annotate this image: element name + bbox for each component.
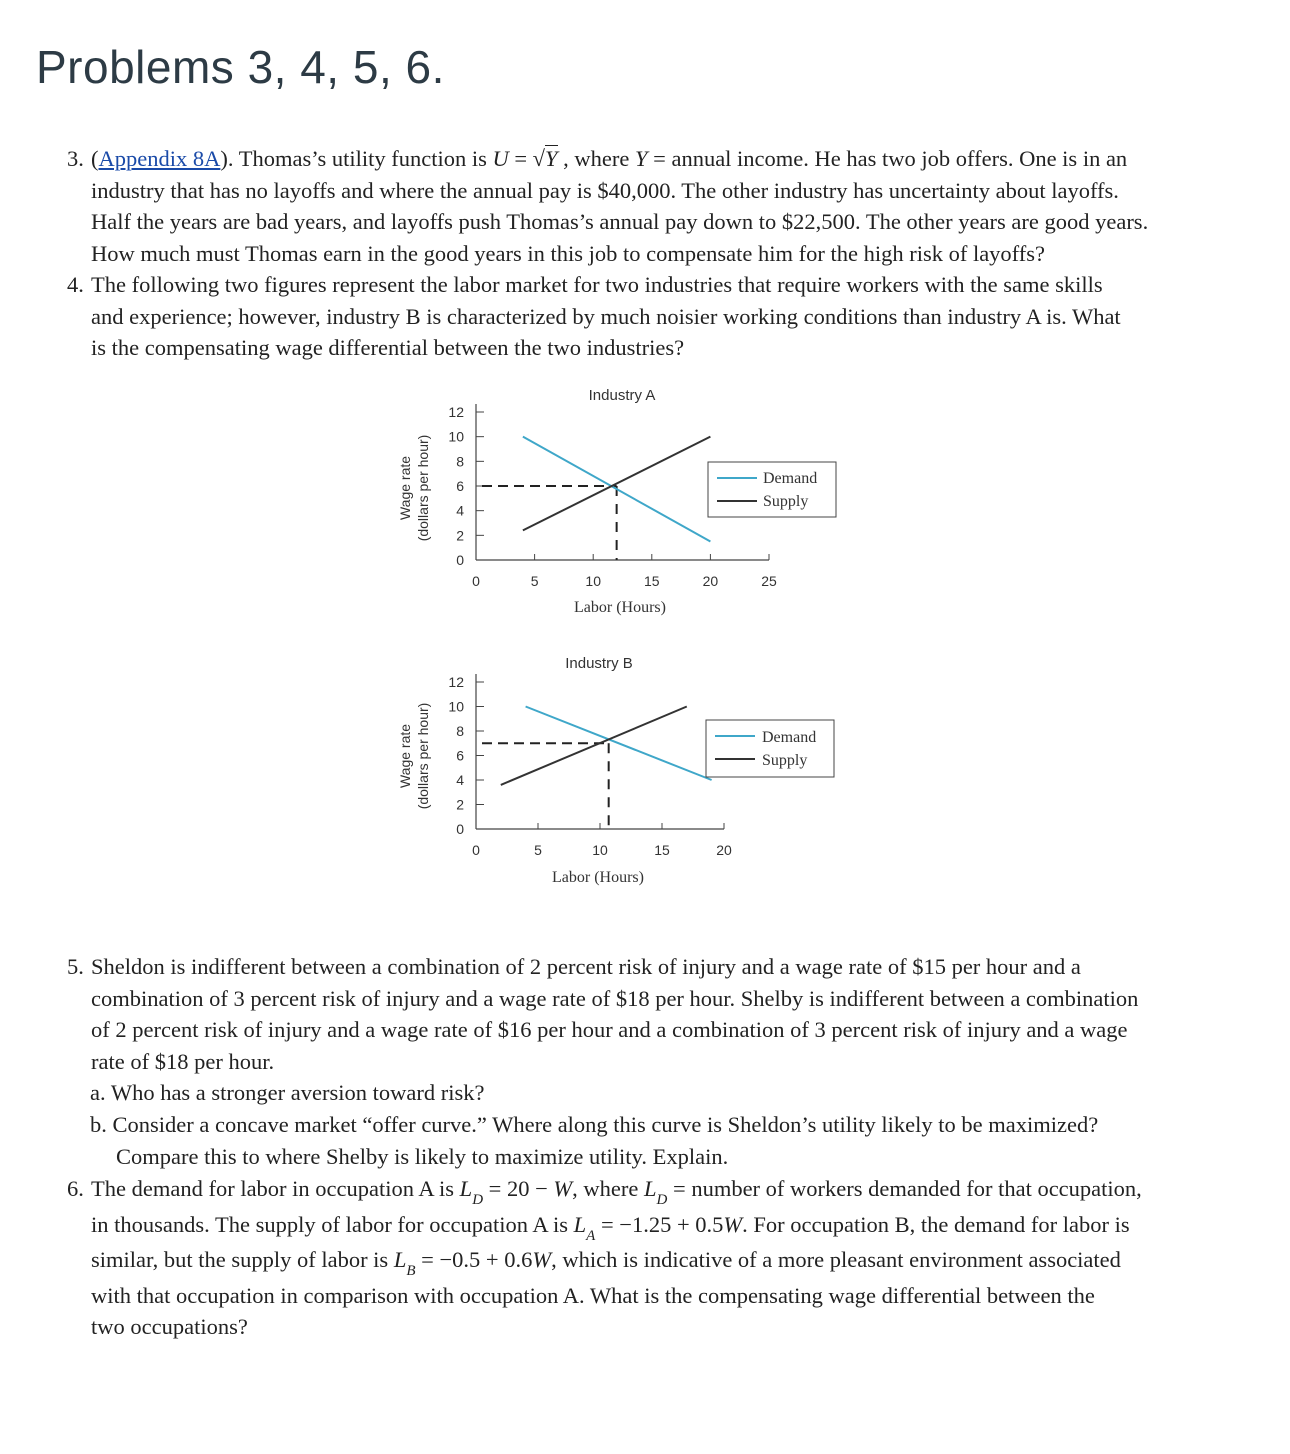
x-tick-label: 25 <box>761 573 777 589</box>
legend-label-demand: Demand <box>762 729 817 746</box>
y-tick-label: 2 <box>456 527 464 544</box>
chart-industry-a <box>380 378 860 628</box>
svg-text:(dollars per hour): (dollars per hour) <box>415 702 431 810</box>
y-tick-label: 12 <box>448 674 464 690</box>
problem-5-line-3: of 2 percent risk of injury and a wage rate of $16 per hour and a combination of 3 percent risk of injury and a wage <box>91 1017 1128 1042</box>
x-tick-label: 0 <box>472 842 480 858</box>
x-tick-label: 0 <box>472 573 480 589</box>
problem-3-line-4: How much must Thomas earn in the good years in this job to compensate him for the high risk of layoffs? <box>91 240 1045 266</box>
y-tick-label: 0 <box>456 552 464 568</box>
appendix-link[interactable]: Appendix 8A <box>98 146 221 171</box>
x-axis-label: Labor (Hours) <box>552 869 644 886</box>
x-ticks <box>472 823 732 858</box>
y-tick-label: 4 <box>456 772 464 788</box>
y-tick-label: 6 <box>456 478 464 494</box>
x-tick-label: 20 <box>702 573 719 589</box>
y-tick-label: 8 <box>456 453 464 470</box>
x-tick-label: 5 <box>534 842 542 858</box>
y-tick-label: 12 <box>448 404 464 420</box>
plot-area <box>482 437 710 560</box>
problem-4-line-3: is the compensating wage differential between the two industries? <box>91 335 685 360</box>
y-tick-label: 0 <box>456 821 464 837</box>
problem-5 <box>67 951 1225 1077</box>
problem-number: 4. <box>67 272 84 297</box>
problem-3-line-3: Half the years are bad years, and layoffs push Thomas’s annual pay down to $22,500. The other years are good years. <box>91 209 1149 234</box>
problem-4-line-1: The following two figures represent the labor market for two industries that require workers with the same skills <box>91 272 1103 297</box>
legend-label-supply: Supply <box>762 752 808 769</box>
x-tick-label: 10 <box>592 842 608 858</box>
y-tick-label: 4 <box>456 502 464 519</box>
problem-4-line-2: and experience; however, industry B is characterized by much noisier working conditions than industry A is. What <box>91 303 1121 329</box>
problem-number: 6. <box>67 1176 84 1201</box>
page-title: Problems 3, 4, 5, 6. <box>36 41 445 93</box>
problem-3-line-1: (Appendix 8A). Thomas’s utility function is U = √Y , where Y = annual income. He has two job offers. One is in an <box>91 146 1128 171</box>
svg-text:(dollars per hour): (dollars per hour) <box>415 434 431 542</box>
problem-number: 3. <box>67 146 84 171</box>
problem-3-line-2: industry that has no layoffs and where the annual pay is $40,000. The other industry has uncertainty about layoffs. <box>91 177 1119 203</box>
supply-curve <box>501 707 687 785</box>
x-tick-label: 5 <box>530 573 539 589</box>
y-tick-label: 2 <box>456 796 464 813</box>
problem-6-line-5: two occupations? <box>91 1314 248 1339</box>
sqrt-symbol: √ <box>532 146 546 171</box>
y-tick-label: 8 <box>456 723 464 739</box>
legend <box>708 462 836 517</box>
legend <box>706 720 834 777</box>
plot-area <box>482 707 712 830</box>
y-ticks <box>448 674 484 837</box>
y-tick-label: 6 <box>456 747 464 764</box>
x-tick-label: 10 <box>585 573 601 589</box>
y-ticks <box>448 404 484 568</box>
legend-label-demand: Demand <box>763 470 818 487</box>
y-tick-label: 10 <box>448 698 464 715</box>
legend-label-supply: Supply <box>763 493 809 510</box>
problem-5-line-1: Sheldon is indifferent between a combination of 2 percent risk of injury and a wage rate of $15 per hour and a <box>91 954 1081 979</box>
chart-industry-b <box>380 646 860 896</box>
problem-5-part-a: a. Who has a stronger aversion toward risk? <box>90 1080 485 1105</box>
x-ticks <box>472 554 777 589</box>
problem-6-line-3: similar, but the supply of labor is $L_B = -0.5 + 0.6W$, which is indicative of a more pleasant environment associated <box>91 1247 1121 1279</box>
problem-number: 5. <box>67 954 84 979</box>
axes <box>476 674 724 829</box>
x-axis-label: Labor (Hours) <box>574 599 666 616</box>
svg-text:Wage rate: Wage rate <box>397 455 413 521</box>
supply-curve <box>523 437 711 531</box>
chart-title: Industry B <box>565 655 633 672</box>
problem-5-line-2: combination of 3 percent risk of injury and a wage rate of $18 per hour. Shelby is indifferent between a combination <box>91 985 1139 1011</box>
problem-4 <box>67 269 1209 364</box>
svg-text:Wage rate: Wage rate <box>397 723 413 789</box>
x-tick-label: 15 <box>654 842 670 858</box>
y-tick-label: 10 <box>448 428 464 445</box>
y-axis-label <box>397 703 431 810</box>
problem-5-part-b: b. Consider a concave market “offer curve.” Where along this curve is Sheldon’s utility likely to be maximized? Compare this to where Shelby is likely to maximize utility. Explain. <box>90 1112 1099 1169</box>
problem-6-line-4: with that occupation in comparison with occupation A. What is the compensating wage differential between the <box>91 1282 1095 1308</box>
sqrt-radicand: Y <box>545 146 558 171</box>
y-axis-label <box>397 435 431 542</box>
x-tick-label: 15 <box>644 573 660 589</box>
problem-3 <box>67 143 1209 269</box>
chart-title: Industry A <box>588 387 656 404</box>
problem-6-line-1: The demand for labor in occupation A is $L_D = 20 - W$, where $L_D$ = number of workers demanded for that occupation, <box>91 1176 1142 1208</box>
x-tick-label: 20 <box>716 842 732 858</box>
problem-5-line-4: rate of $18 per hour. <box>91 1048 275 1074</box>
problem-6-line-2: in thousands. The supply of labor for occupation A is $L_A = -1.25 + 0.5W$. For occupation B, the demand for labor is <box>91 1211 1130 1244</box>
problem-6 <box>67 1173 1225 1343</box>
